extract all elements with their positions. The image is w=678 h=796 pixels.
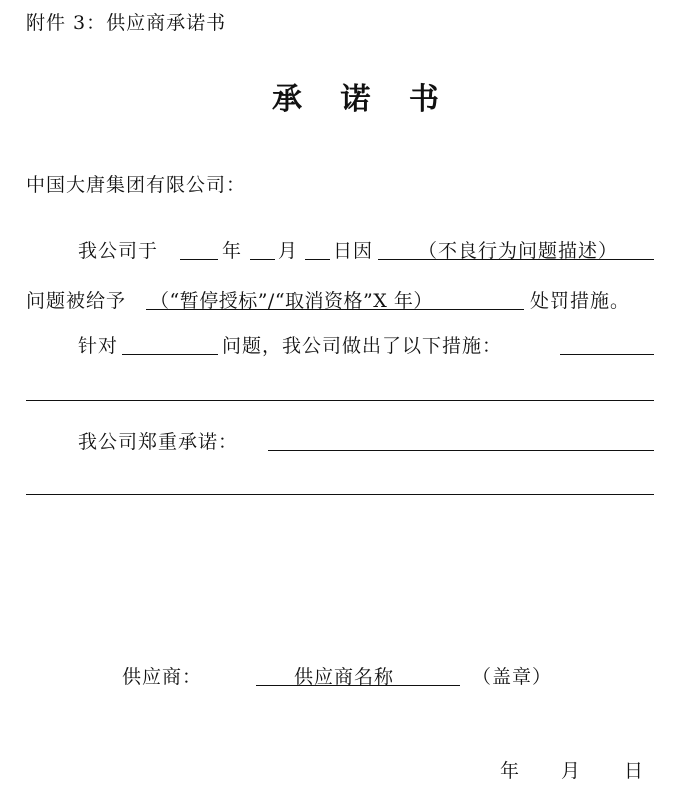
supplier-label: 供应商： [122,666,203,688]
promise-blank [268,450,654,451]
measures-line [26,400,654,401]
issue-short-blank [122,354,218,355]
para3-text: 针对 [78,335,119,357]
document-title: 承 诺 书 [272,82,453,117]
para1-day: 日因 [333,240,374,262]
measures-blank [560,354,654,355]
para2-end: 处罚措施。 [530,290,631,312]
para1-text: 我公司于 [78,240,159,262]
para1-month: 月 [278,240,299,262]
para2-text: 问题被给予 [26,290,127,312]
issue-placeholder: （不良行为问题描述） [418,240,619,262]
year-blank [180,259,218,260]
date-year: 年 [500,760,521,782]
supplier-name: 供应商名称 [294,666,395,688]
date-day: 日 [624,760,645,782]
para1-year: 年 [222,240,243,262]
promise-label: 我公司郑重承诺： [78,431,239,453]
date-month: 月 [561,760,582,782]
penalty-placeholder: （“暂停授标”/“取消资格”X 年） [150,290,433,312]
para3-rest: 问题，我公司做出了以下措施： [222,335,503,357]
month-blank [250,259,275,260]
day-blank [305,259,330,260]
promise-line [26,494,654,495]
attachment-label: 附件 3：供应商承诺书 [26,12,227,34]
seal-label: （盖章） [472,666,553,688]
addressee: 中国大唐集团有限公司： [26,174,247,196]
